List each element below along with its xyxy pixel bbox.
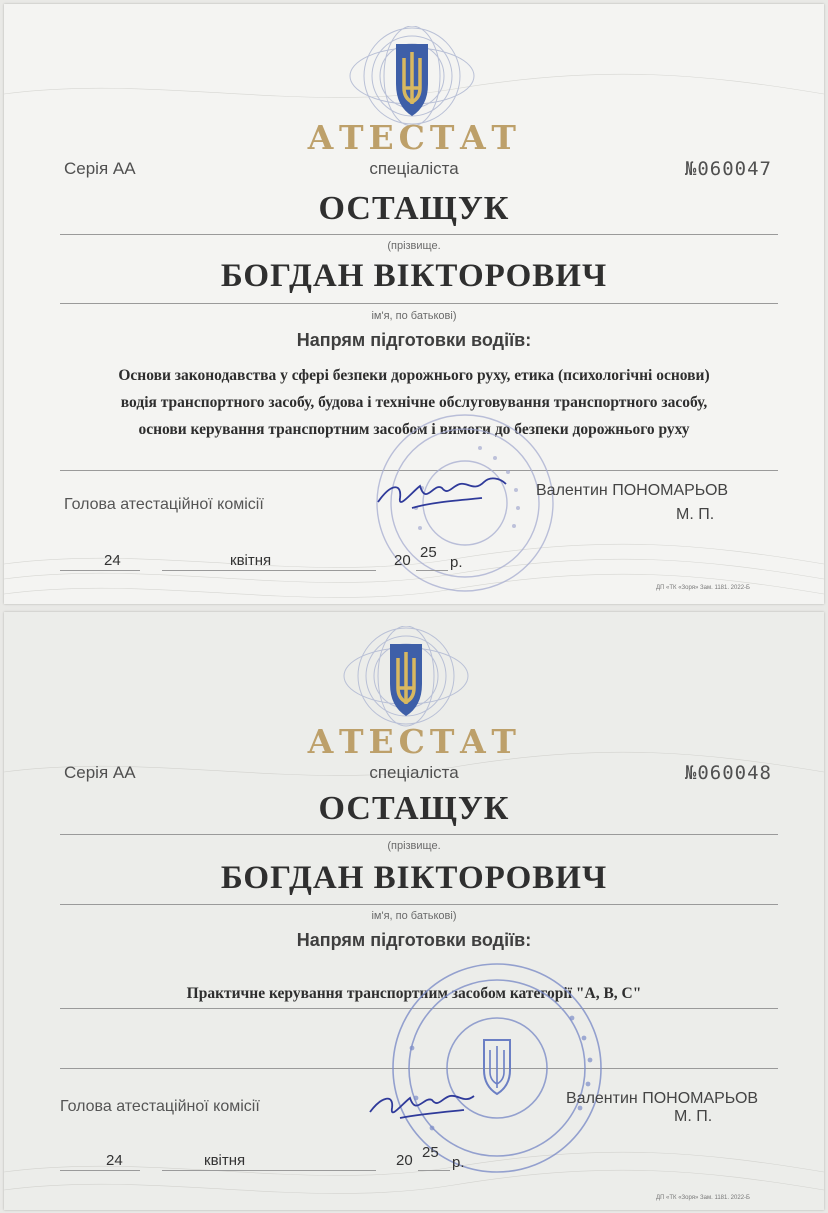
given-names: БОГДАН ВІКТОРОВИЧ <box>220 258 608 294</box>
date-month-underline <box>162 1170 376 1171</box>
date-suffix: р. <box>450 554 463 571</box>
coat-of-arms-emblem <box>346 26 478 132</box>
date-day: 24 <box>106 1152 123 1169</box>
given-names-caption: ім'я, по батькові) <box>371 910 457 922</box>
handwritten-signature <box>364 1074 504 1134</box>
date-year: 25 <box>420 544 437 561</box>
training-heading: Напрям підготовки водіїв: <box>296 930 532 950</box>
training-line: основи керування транспортним засобом і вимоги до безпеки дорожнього руху <box>138 421 690 438</box>
surname: ОСТАЩУК <box>318 790 510 827</box>
official-stamp <box>372 958 622 1178</box>
certificate-2 <box>4 612 824 1210</box>
date-century: 20 <box>396 1152 413 1169</box>
given-names: БОГДАН ВІКТОРОВИЧ <box>220 860 608 896</box>
signer-name: Валентин ПОНОМАРЬОВ <box>566 1090 759 1107</box>
surname-caption: (прізвище. <box>387 840 441 852</box>
surname-underline <box>60 834 778 835</box>
training-line: водія транспортного засобу, будова і технічне обслуговування транспортного засобу, <box>120 394 708 411</box>
given-names-underline <box>60 303 778 304</box>
handwritten-signature <box>372 462 512 522</box>
document-subtitle: спеціаліста <box>369 763 459 782</box>
training-line: Основи законодавства у сфері безпеки дорожнього руху, етика (психологічні основи) <box>118 367 710 384</box>
date-day: 24 <box>104 552 121 569</box>
certificate-number: №060048 <box>684 762 772 784</box>
document-title: АТЕСТАТ <box>307 722 521 761</box>
date-day-underline <box>60 1170 140 1171</box>
given-names-underline <box>60 904 778 905</box>
surname: ОСТАЩУК <box>318 190 510 227</box>
given-names-caption: ім'я, по батькові) <box>371 310 457 322</box>
training-line: Практичне керування транспортним засобом категорії "А, В, С" <box>186 985 642 1002</box>
date-month: квітня <box>230 552 272 569</box>
signer-name: Валентин ПОНОМАРЬОВ <box>536 482 729 499</box>
date-month-underline <box>162 570 376 571</box>
date-month: квітня <box>204 1152 246 1169</box>
date-year: 25 <box>422 1144 439 1161</box>
date-year-underline <box>416 570 448 571</box>
coat-of-arms-emblem <box>340 626 472 732</box>
series-label: Серія АА <box>64 159 136 178</box>
surname-caption: (прізвище. <box>387 240 441 252</box>
date-century: 20 <box>394 552 411 569</box>
series-label: Серія АА <box>64 763 136 782</box>
seal-label: М. П. <box>676 506 715 523</box>
commission-chair-label: Голова атестаційної комісії <box>60 1098 260 1115</box>
document-title: АТЕСТАТ <box>307 118 521 157</box>
date-day-underline <box>60 570 140 571</box>
certificate-number: №060047 <box>684 158 772 180</box>
certificate-1 <box>4 4 824 604</box>
printer-mark: ДП «ТК «Зоря» Зам. 1181. 2022-Б <box>656 1195 750 1201</box>
seal-label: М. П. <box>674 1108 713 1125</box>
commission-chair-label: Голова атестаційної комісії <box>64 496 264 513</box>
date-year-underline <box>418 1170 450 1171</box>
document-subtitle: спеціаліста <box>369 159 459 178</box>
date-suffix: р. <box>452 1154 465 1171</box>
training-heading: Напрям підготовки водіїв: <box>296 330 532 350</box>
surname-underline <box>60 234 778 235</box>
printer-mark: ДП «ТК «Зоря» Зам. 1181. 2022-Б <box>656 585 750 591</box>
